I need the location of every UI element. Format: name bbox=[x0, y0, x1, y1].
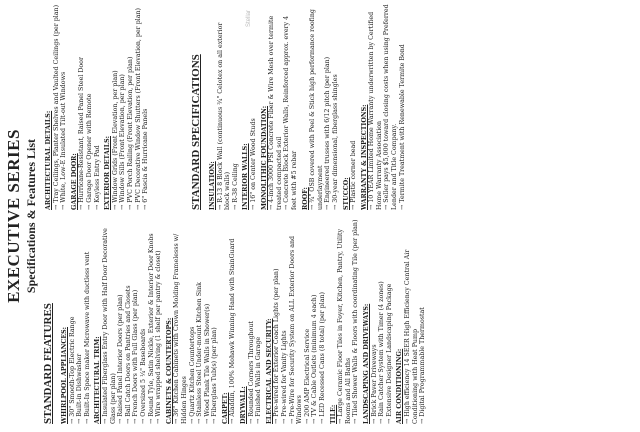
section-roof bbox=[302, 4, 340, 210]
feature-item: → Engineered trusses with 6/12 pitch (per plan) bbox=[324, 4, 332, 210]
architectural-column bbox=[42, 4, 150, 210]
section-drywall bbox=[240, 218, 263, 424]
section-warranty-inspections bbox=[361, 4, 407, 210]
feature-item: → Ball Catch Doors on Pantries and Closets bbox=[125, 218, 133, 424]
feature-item: → Large Ceramic Floor Tiles in Foyer, Kitchen, Pantry, Utility Rooms and All Baths bbox=[337, 218, 352, 424]
section-heading: EXTERIOR DETAILS: bbox=[104, 136, 112, 210]
section-heading: STUCCO: bbox=[342, 177, 350, 210]
feature-item: → Built-In Space maker Microwave with ductless vent bbox=[84, 218, 92, 424]
section-air-conditioning bbox=[396, 218, 426, 424]
feature-item: → Seller pays $5,000 toward closing costs when using Preferred Lender and Title Company. bbox=[383, 4, 398, 210]
section-tile bbox=[330, 218, 360, 424]
feature-item: → 36" Kitchen Cabinets with Crown Molding Framelesss w/ Hidden Hinges bbox=[173, 218, 188, 424]
section-heading: TILE: bbox=[329, 404, 337, 424]
feature-item: → Digital Programmable Thermostat bbox=[419, 218, 427, 424]
feature-item: → Garage Door Opener with Remote bbox=[86, 4, 94, 210]
standard-features-column bbox=[58, 218, 427, 424]
section-heading: ELECTRICAL AND SECURITY: bbox=[265, 318, 273, 424]
feature-item: → White, Low-E Insulated Tilt-out Windows bbox=[60, 4, 68, 210]
feature-item: → High efficiency 14 SEER High Efficiency Central Air Conditioning with Heat Pump bbox=[404, 218, 419, 424]
feature-item: → Keyless Entry Pad bbox=[94, 4, 102, 210]
feature-item: → TV & Cable Outlets (minimum 4 each) bbox=[311, 218, 319, 424]
section-architectural-details bbox=[45, 4, 68, 210]
feature-item: → Pre-Wire for Security System on ALL Exterior Doors and Windows bbox=[289, 218, 304, 424]
section-cabinets-countertops bbox=[166, 218, 219, 424]
feature-item: → French Doors with Full Glass (per plan) bbox=[132, 218, 140, 424]
feature-item: → Tiled Shower Walls & Floors with coordinating Tile (per plan) bbox=[352, 218, 360, 424]
feature-item: → Stainless Steel Under-mount Kitchen Sink bbox=[196, 218, 204, 424]
feature-item: → Insulated Fiberglass Entry Door with Half Door Decorative Glass (per plan) bbox=[102, 218, 117, 424]
section-insulation bbox=[209, 4, 239, 210]
section-heading: CABINETS & COUNTERTOPS: bbox=[165, 317, 173, 424]
page-subtitle: Specifications & Features List bbox=[24, 138, 38, 294]
feature-item: → Aladdin, 100% Mohawk Winning Hand with StainGuard bbox=[229, 218, 237, 424]
section-heading: DRYWALL: bbox=[240, 386, 248, 424]
standard-specifications-heading: STANDARD SPECIFICATIONS bbox=[190, 54, 202, 210]
feature-item: → 30-year dimensional, fiberglass shingles bbox=[332, 4, 340, 210]
section-electrical-and-security bbox=[266, 218, 327, 424]
section-heading: WARRANTY & INSPECTIONS: bbox=[360, 104, 368, 210]
feature-item: → Window Grids (Front Elevation, per plan) bbox=[112, 4, 120, 210]
section-heading: INSULATION: bbox=[209, 161, 216, 210]
feature-item: → 16" on Center Wood Studs bbox=[250, 4, 258, 210]
feature-item: → Pre-wired for Vanity Lights bbox=[281, 218, 289, 424]
feature-item: → PVC Decorative Window Shutters (Front Elevation, per plan) bbox=[135, 4, 143, 210]
feature-item: → Pre-wired for Exterior Coach Lights (per plan) bbox=[273, 218, 281, 424]
feature-item: → Built-in Dishwasher bbox=[76, 218, 84, 424]
section-garage-door bbox=[71, 4, 101, 210]
feature-item: → 200 AMP Electrical Service bbox=[304, 218, 312, 424]
feature-item: → Plastic corner bead bbox=[350, 4, 358, 210]
feature-item: → 4-inch 3000 PSI Concrete Fiber & Wire Mesh over termite treated compacted soil bbox=[268, 4, 283, 210]
feature-item: → Concrete Block Exterior Walls, Reinforced approx. every 4 feet with #5 rebar bbox=[283, 4, 298, 210]
feature-item: → Hurricane-Resistant, Raised Panel Steel Door bbox=[78, 4, 86, 210]
feature-item: → Tray Ceilings, Planter Shelves and Vaulted Ceilings (per plan) bbox=[53, 4, 61, 210]
section-heading: LANDSCAPING AND DRIVEWAYS: bbox=[362, 303, 370, 424]
feature-item: → Oversized 5 ¼" Baseboards bbox=[140, 218, 148, 424]
section-heading: ROOF: bbox=[301, 187, 309, 210]
feature-item: → ¾" OSB covered with Peel & Stick high performance roofing underlayment bbox=[309, 4, 324, 210]
faded-watermark-text: Stellar bbox=[246, 10, 252, 28]
feature-item: → Wood Plank Tile Walls in Shower(s) bbox=[204, 218, 212, 424]
section-heading: INTERIOR WALLS: bbox=[242, 143, 250, 210]
section-monolithic-foundation bbox=[261, 4, 299, 210]
feature-item: → Round Tyle, Satin Nickle, Exterior & Interior Door Knobs bbox=[148, 218, 156, 424]
feature-item: → 30" Smooth-Top Electric Range bbox=[69, 218, 77, 424]
standard-features-heading: STANDARD FEATURES bbox=[42, 303, 54, 424]
section-architectural-trim bbox=[94, 218, 162, 424]
feature-item: → Quartz Kitchen Countertops bbox=[189, 218, 197, 424]
feature-item: → Wire wrapped shelving (1 shelf per pantry & closet) bbox=[155, 218, 163, 424]
section-stucco bbox=[343, 4, 358, 210]
section-heading: ARCHITECTURAL TRIM: bbox=[94, 336, 102, 424]
section-heading: CARPET: bbox=[221, 392, 229, 424]
feature-item: → Rounded Corners Throughout bbox=[248, 218, 256, 424]
feature-item: → LED Recessed Cans (8 total) (per plan) bbox=[319, 218, 327, 424]
feature-item: → PVC Porch Railing (Front Elevation, per plan) bbox=[127, 4, 135, 210]
feature-item: → 6" Fascia & Hurricane Panels bbox=[142, 4, 150, 210]
feature-item: → Termite Treatment with Renewable Termite Bond bbox=[399, 4, 407, 210]
section-interior-walls bbox=[242, 4, 257, 210]
section-heading: WHIRLPOOL APPLIANCES: bbox=[61, 326, 68, 424]
feature-item: → R-38 Ceiling bbox=[232, 4, 240, 210]
page-title: EXECUTIVE SERIES bbox=[4, 129, 23, 303]
feature-item: → Brick Paver Driveways bbox=[371, 218, 379, 424]
feature-item: → R-13 8 Block Wall (continuous ¾" Celotex on all exterior block walls) bbox=[217, 4, 232, 210]
section-heading: ARCHITECTURAL DETAILS: bbox=[45, 110, 52, 210]
section-landscaping-and-driveways bbox=[363, 218, 393, 424]
section-heading: GARAGE DOOR: bbox=[70, 153, 78, 210]
feature-item: → Rain Catcher System with Timer (4 zones) bbox=[378, 218, 386, 424]
feature-item: → Extensive Designer Landscaping Package bbox=[386, 218, 394, 424]
feature-item: → Finished Walls in Garage bbox=[255, 218, 263, 424]
section-heading: MONOLITHIC FOUNDATION: bbox=[260, 105, 268, 210]
section-carpet bbox=[222, 218, 237, 424]
section-whirlpool-appliances bbox=[61, 218, 91, 424]
section-heading: AIR CONDITIONING: bbox=[396, 348, 404, 424]
feature-item: → Window Sills (Front Elevation, per plan) bbox=[119, 4, 127, 210]
feature-item: → Raised Panel Interior Doors (per plan) bbox=[117, 218, 125, 424]
specifications-column bbox=[206, 4, 406, 210]
section-exterior-details bbox=[104, 4, 150, 210]
feature-item: → Fiberglass Tub(s) (per plan) bbox=[211, 218, 219, 424]
feature-item: → 10 YEAR Limited Home Warranty underwritten by Certified Home Warranty Association bbox=[368, 4, 383, 210]
